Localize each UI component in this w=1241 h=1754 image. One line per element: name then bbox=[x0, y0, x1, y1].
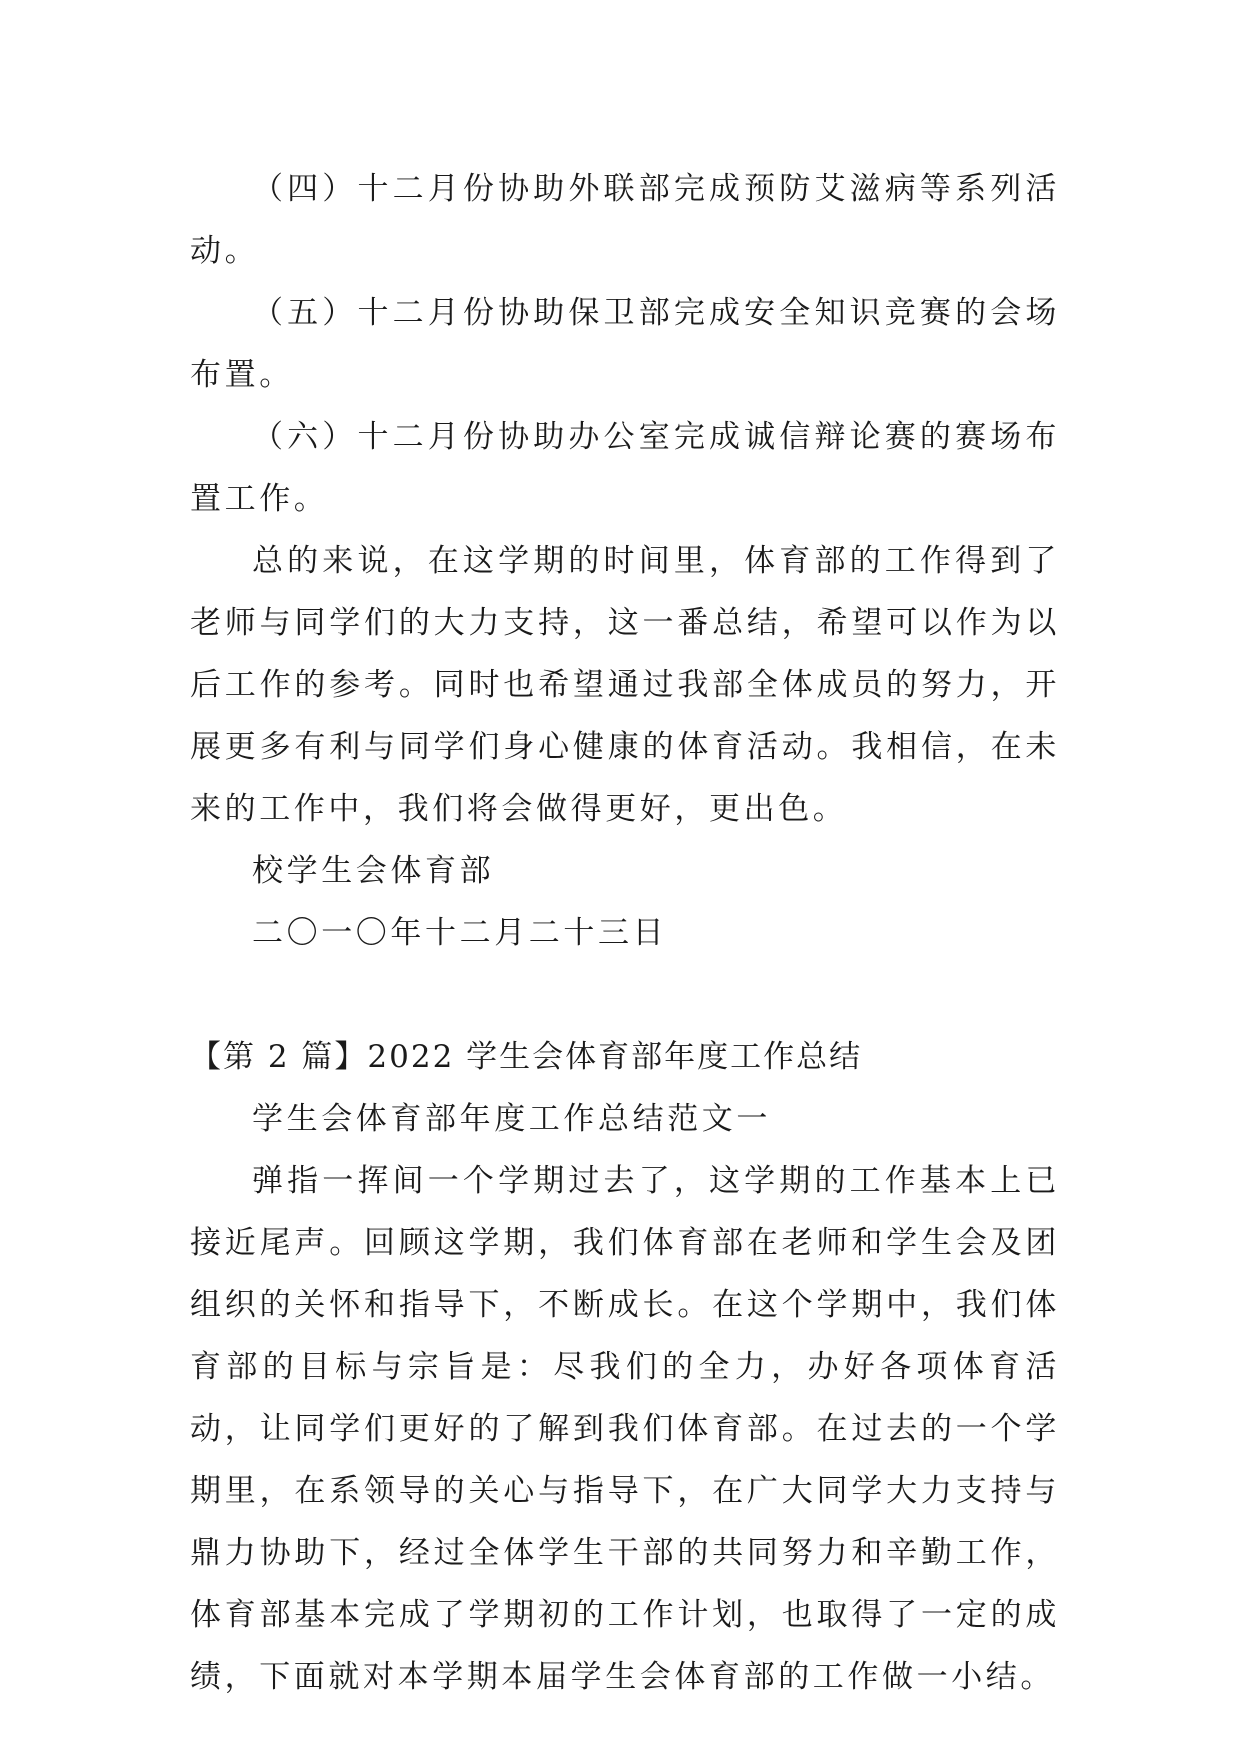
paragraph-item-5: （五）十二月份协助保卫部完成安全知识竞赛的会场布置。 bbox=[190, 295, 1060, 393]
signature: 校学生会体育部 bbox=[252, 853, 495, 889]
paragraph-item-6: （六）十二月份协助办公室完成诚信辩论赛的赛场布置工作。 bbox=[190, 419, 1060, 517]
section-gap bbox=[190, 964, 1060, 1026]
date: 二〇一〇年十二月二十三日 bbox=[252, 915, 668, 951]
paragraph-item-4: （四）十二月份协助外联部完成预防艾滋病等系列活动。 bbox=[190, 171, 1060, 269]
document-body bbox=[190, 158, 1060, 1708]
body-paragraph: 弹指一挥间一个学期过去了，这学期的工作基本上已接近尾声。回顾这学期，我们体育部在老师和学生会及团组织的关怀和指导下，不断成长。在这个学期中，我们体育部的目标与宗旨是：尽我们的全力，办好各项体育活动，让同学们更好的了解到我们体育部。在过去的一个学期里，在系领导的关心与指导下，在广大同学大力支持与鼎力协助下，经过全体学生干部的共同努力和辛勤工作，体育部基本完成了学期初的工作计划，也取得了一定的成绩，下面就对本学期本届学生会体育部的工作做一小结。 bbox=[190, 1163, 1060, 1695]
section-heading: 【第 2 篇】2022 学生会体育部年度工作总结 bbox=[190, 1039, 863, 1075]
summary-paragraph: 总的来说，在这学期的时间里，体育部的工作得到了老师与同学们的大力支持，这一番总结，希望可以作为以后工作的参考。同时也希望通过我部全体成员的努力，开展更多有利与同学们身心健康的体育活动。我相信，在未来的工作中，我们将会做得更好，更出色。 bbox=[190, 543, 1060, 827]
section-subtitle: 学生会体育部年度工作总结范文一 bbox=[252, 1101, 771, 1137]
